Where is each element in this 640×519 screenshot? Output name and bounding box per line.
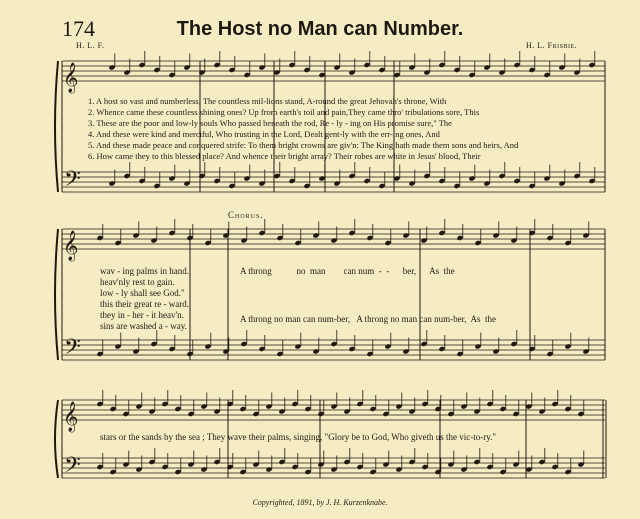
- verse-ending-1: wav - ing palms in hand.: [100, 266, 189, 276]
- verse-ending-6: sins are washed a - way.: [100, 321, 187, 331]
- verse-ending-3: low - ly shall see God.": [100, 288, 185, 298]
- verse-line-5: 5. And these made peace and conquered strife: To them bright crowns are giv'n: The King hath made them sons and heirs, And: [88, 140, 519, 150]
- system3-brace: [55, 400, 58, 478]
- verse-ending-5: they in - her - it heav'n.: [100, 310, 184, 320]
- chorus-lyric-lower: A throng no man can num-ber, A throng no man can num-ber, As the: [240, 314, 496, 324]
- treble-clef: 𝄞: [63, 402, 79, 432]
- verse-line-1: 1. A host so vast and numberless, The countless mil-lions stand, A-round the great Jehovah's throne, With: [88, 96, 447, 106]
- system2-brace: [55, 229, 58, 360]
- system1-brace: [55, 61, 58, 192]
- chorus-lyric-upper: A throng no man can num - - ber, As the: [240, 266, 455, 276]
- system3-lyric: stars or the sands by the sea ; They wave their palms, singing, "Glory be to God, Who giveth us the vic-to-ry.": [100, 432, 497, 442]
- verse-ending-2: heav'nly rest to gain.: [100, 277, 175, 287]
- bass-clef: 𝄢: [64, 335, 81, 365]
- hymn-title: The Host no Man can Number.: [176, 18, 464, 40]
- verse-line-2: 2. Whence came these countless shining ones? Up from earth's toil and pain,They came thro' tribulations sore, This: [88, 107, 480, 117]
- verse-line-3: 3. These are the poor and low-ly souls Who passed beneath the rod, Re - ly - ing on His promise sure," The: [88, 118, 452, 128]
- bass-clef: 𝄢: [64, 453, 81, 483]
- composer-credit: H. L. Frisbie.: [526, 41, 578, 50]
- treble-clef: 𝄞: [63, 63, 79, 93]
- chorus-label: Chorus.: [228, 210, 264, 220]
- treble-clef: 𝄞: [63, 231, 79, 261]
- lyricist-credit: H. L. F.: [76, 41, 105, 50]
- verse-line-6: 6. How came they to this blessed place? And whence their bright array? Their robes are white in Jesus' blood, Their: [88, 151, 481, 161]
- verse-line-4: 4. And these were kind and merciful, Who trusting in the Lord, Dealt gent-ly with the err-ing ones, And: [88, 129, 440, 139]
- hymn-number: 174: [62, 16, 95, 41]
- verse-ending-4: this their great re - ward.: [100, 299, 189, 309]
- bass-clef: 𝄢: [64, 167, 81, 197]
- copyright-notice: Copyrighted, 1891, by J. H. Kurzenknabe.: [252, 498, 388, 507]
